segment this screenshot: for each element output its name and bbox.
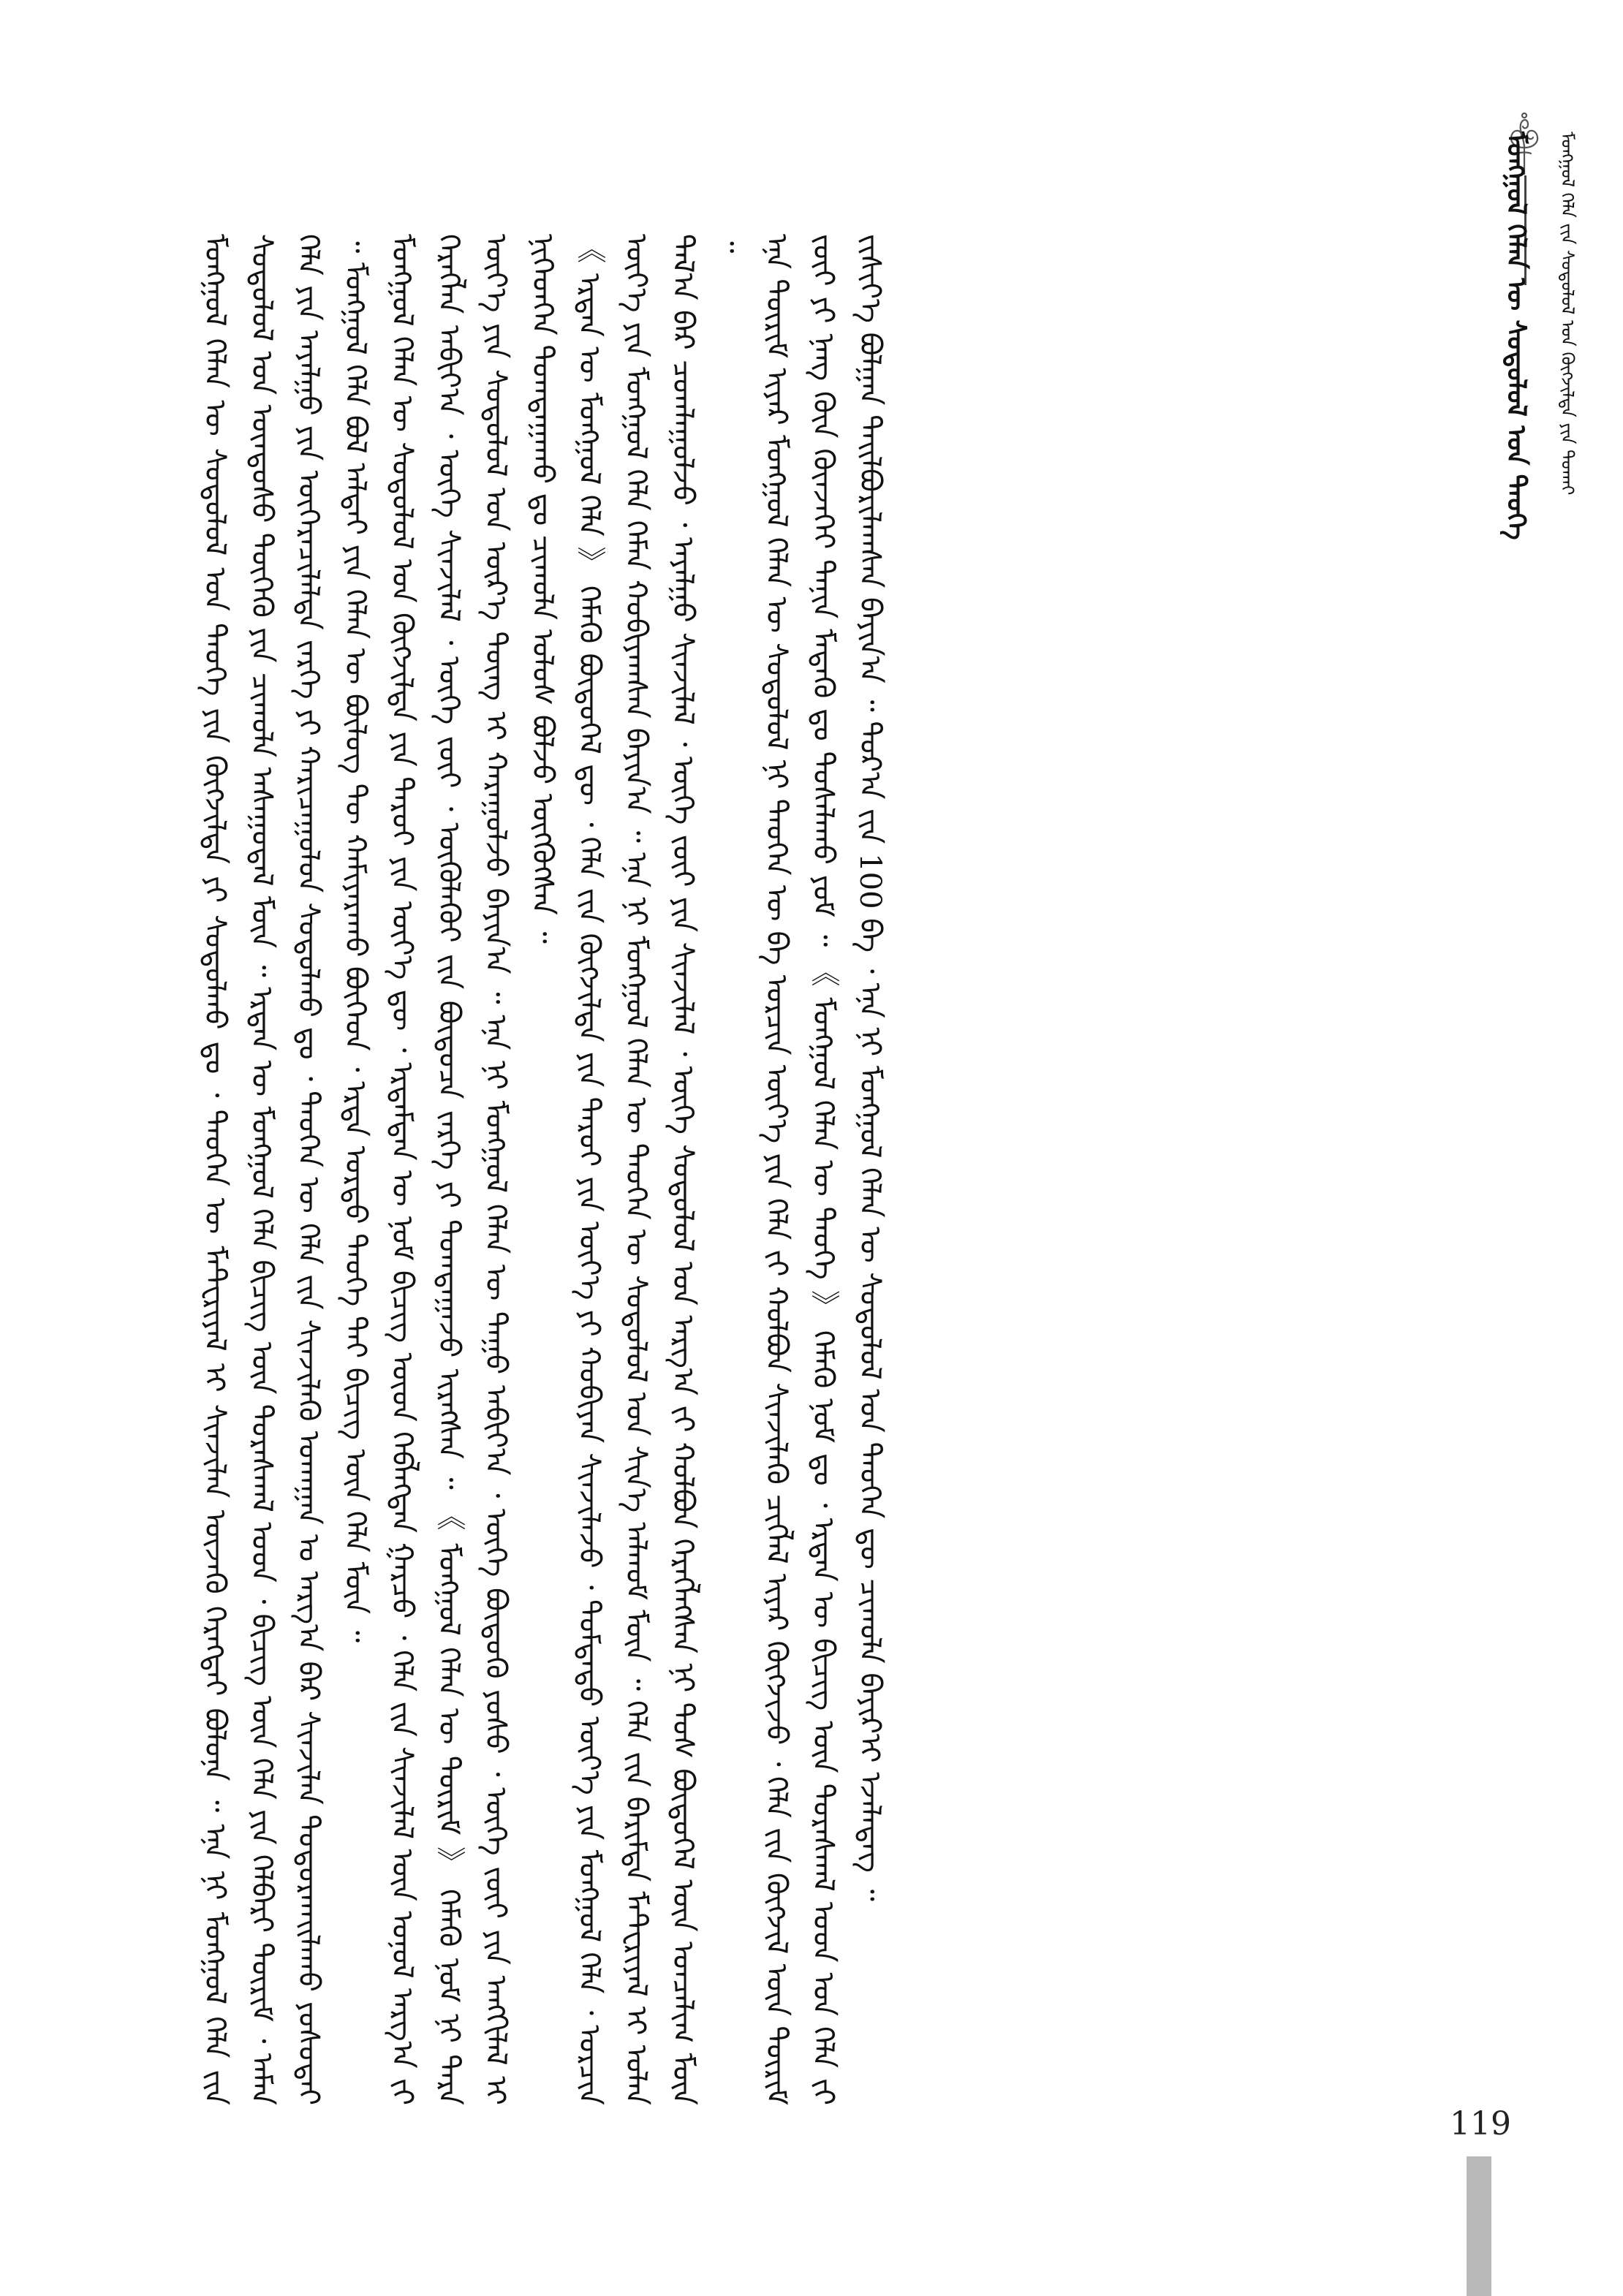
body-paragraph-4: ᠡᠨᠡ ᠳᠦᠷᠢᠮ ᠢᠶᠡᠷ ᠮᠣᠩᠭᠣᠯ ᠬᠡᠯᠡᠨ ᠦ ᠰᠤᠳᠤᠯᠤᠯ ᠨᠢ ᠲᠡᠦᠬᠡᠨ ᠦ ᠪᠠ ᠣᠷᠴᠢᠨ ᠦᠶ᠎ᠡ ᠶᠢᠨ ᠬᠡᠯᠡ ᠵᠢ ᠬᠣᠯᠪᠣᠨ ᠰᠢᠨᠵᠢᠯᠡᠬᠦ ᠴᠢᠭᠯᠡᠯ ᠢᠶᠡᠷ ᠬᠥᠭᠵᠢᠵᠦ ᠂ ᠬᠡᠯᠡ ᠵᠢᠨ ᠬᠥᠭᠵᠢᠯ ᠦᠨ ᠳᠦᠷᠢᠮ ᠵᠦᠢ ᠶᠢ ᠨᠡᠩ ᠭᠦᠨ ᠭᠦᠨᠵᠡᠭᠡᠢ ᠲᠠᠨᠢᠨ ᠮᠡᠳᠡᠬᠦ ᠳᠤ ᠲᠤᠰᠠᠯᠠᠬᠤ ᠶᠤᠮ ᠃ 《 ᠮᠣᠩᠭᠣᠯ ᠬᠡᠯᠡᠨ ᠦ ᠲᠡᠦᠬᠡ 》 ᠬᠡᠮᠡᠬᠦ ᠨᠣᠮ ᠳᠤ ᠂ ᠡᠷᠲᠡᠨ ᠦ ᠪᠢᠴᠢᠭ ᠦᠨ ᠳᠤᠷᠠᠰᠬᠠᠯ ᠤᠳ ᠤᠨ ᠬᠡᠯᠡ ᠵᠢ ᠵᠢᠱᠢᠶ᠎ᠡ ᠪᠣᠯᠭᠠᠨ ᠲᠠᠢᠯᠪᠤᠷᠢᠯᠠᠭᠰᠠᠨ ᠪᠠᠶᠢᠨ᠎ᠠ ᠃ ᠳᠤᠷ᠎ᠠ ᠵᠢᠨ 100 ᠪᠠ ᠂ ᠡᠨᠡ ᠨᠢ ᠮᠣᠩᠭᠣᠯ ᠬᠡᠯᠡᠨ ᠦ ᠰᠤᠳᠤᠯᠤᠯ ᠤᠨ ᠲᠡᠦᠬᠡᠨ ᠳᠦ ᠴᠢᠬᠤᠯᠠ ᠪᠠᠶᠢᠷ᠎ᠢ ᠡᠵᠡᠯᠡᠳᠡᠭ ᠃ bbox=[760, 234, 887, 2105]
body-paragraph-2: ᠮᠣᠩᠭᠣᠯ ᠬᠡᠯᠡᠨ ᠦ ᠰᠤᠳᠤᠯᠤᠯ ᠤᠨ ᠬᠥᠭᠵᠢᠯᠲᠡ ᠶᠢᠨ ᠳᠠᠷᠤᠢ ᠶᠢᠨ ᠦᠶ᠎ᠡ ᠳᠦ ᠂ ᠡᠷᠳᠡᠮᠲᠡᠨ ᠦ ᠨᠣᠮ ᠪᠢᠴᠢᠭ ᠦᠳ ᠬᠡᠪᠯᠡᠭᠳᠡᠨ ᠭᠠᠷᠴᠤ ᠂ ᠬᠡᠯᠡ ᠵᠢᠨ ᠰᠢᠨᠵᠢᠯᠡᠯ ᠦᠨ ᠣᠨᠣᠯ ᠠᠷᠭ᠎ᠠ ᠵᠢ ᠬᠡᠷᠡᠭᠯᠡᠨ ᠠᠪᠢᠶ᠎ᠠ ᠂ ᠦᠭᠡ ᠰᠢᠨᠵᠢᠯᠡᠯ ᠂ ᠦᠭᠡ ᠵᠦᠢ ᠂ ᠦᠭᠦᠯᠡᠬᠦᠢ ᠵᠢᠨ ᠪᠦᠲᠦᠴᠡ ᠵᠡᠷᠭᠡ ᠶᠢ ᠲᠣᠭᠲᠠᠭᠠᠵᠤ ᠢᠷᠡᠭᠰᠡᠨ ᠃ 《 ᠮᠣᠩᠭᠣᠯ ᠬᠡᠯᠡᠨ ᠦ ᠳᠦᠷᠢᠮ 》 ᠬᠡᠮᠡᠬᠦ ᠨᠣᠮ ᠨᠢ ᠲᠡᠷᠡ ᠦᠶ᠎ᠡ ᠶᠢᠨ ᠰᠤᠳᠤᠯᠤᠯ ᠤᠨ ᠦᠷ᠎ᠡ ᠳᠦᠩ ᠢ ᠬᠠᠷᠠᠭᠤᠯᠵᠤ ᠪᠠᠶᠢᠨ᠎ᠠ ᠃ ᠡᠨᠡ ᠨᠢ ᠮᠣᠩᠭᠣᠯ ᠬᠡᠯᠡᠨ ᠦ ᠳᠠᠭᠤ ᠠᠪᠢᠶ᠎ᠠ ᠂ ᠦᠭᠡ ᠪᠦᠲᠦᠬᠦ ᠶᠣᠰᠣ ᠂ ᠦᠭᠡ ᠵᠦᠢ ᠶᠢᠨ ᠠᠩᠭᠢᠯᠠᠯ ᠢ ᠨᠢᠭᠡᠳᠬᠡᠨ ᠲᠣᠭᠲᠠᠭᠠᠬᠤ ᠳᠤ ᠴᠢᠬᠤᠯᠠ ᠤᠯᠤᠰ ᠪᠣᠯᠵᠤ ᠥᠭᠬᠦᠭᠰᠡᠨ ᠃ bbox=[385, 234, 559, 2105]
header-subtitle: ᠮᠣᠩᠭᠣᠯ ᠬᠡᠯᠡ ᠵᠢᠨ ᠰᠤᠳᠤᠯᠤᠯ ᠤᠨ ᠬᠥᠭᠵᠢᠯᠲᠡ ᠶᠢᠨ ᠲᠤᠬᠠᠢ bbox=[1557, 132, 1578, 496]
page-number: 119 bbox=[1450, 2105, 1511, 2142]
running-header bbox=[1493, 132, 1578, 950]
body-paragraph-3: 《 ᠡᠷᠲᠡᠨ ᠦ ᠮᠣᠩᠭᠣᠯ ᠬᠡᠯᠡ 》 ᠬᠡᠮᠡᠬᠦ ᠪᠦᠲᠦᠭᠡᠯ ᠳᠦ ᠂ ᠬᠡᠯᠡ ᠵᠢᠨ ᠬᠥᠭᠵᠢᠯᠲᠡ ᠶᠢᠨ ᠳᠠᠷᠤᠢ ᠶᠢᠨ ᠦᠶ᠎ᠡ ᠶᠢ ᠬᠤᠪᠢᠶᠠᠨ ᠰᠢᠨᠵᠢᠯᠡᠵᠦ ᠂ ᠳᠤᠮᠳᠠᠳᠤ ᠦᠶ᠎ᠡ ᠶᠢᠨ ᠮᠣᠩᠭᠣᠯ ᠬᠡᠯᠡ ᠂ ᠣᠷᠴᠢᠨ ᠦᠶ᠎ᠡ ᠶᠢᠨ ᠮᠣᠩᠭᠣᠯ ᠬᠡᠯᠡ ᠬᠡᠮᠡᠨ ᠬᠤᠪᠢᠶᠠᠭᠰᠠᠨ ᠪᠠᠶᠢᠨ᠎ᠠ ᠃ ᠡᠨᠡ ᠨᠢ ᠮᠣᠩᠭᠣᠯ ᠬᠡᠯᠡᠨ ᠦ ᠲᠡᠦᠬᠡᠨ ᠦ ᠰᠤᠳᠤᠯᠤᠯ ᠤᠨ ᠰᠢᠨ᠎ᠡ ᠠᠯᠬᠤᠮ ᠮᠥᠨ ᠃ ᠬᠡᠯᠡ ᠵᠢᠨ ᠪᠠᠷᠢᠮᠲᠠ ᠮᠠᠲ᠋ᠧᠷᠢᠶᠠᠯ ᠢ ᠣᠯᠠᠨ ᠲᠠᠯ᠎ᠠ ᠪᠠᠷ ᠴᠤᠭᠯᠠᠭᠤᠯᠵᠤ ᠂ ᠠᠶᠠᠯᠭᠤ ᠰᠢᠨᠵᠢᠯᠡᠯ ᠂ ᠦᠭᠡ ᠵᠦᠢ ᠶᠢᠨ ᠰᠢᠨᠵᠢᠯᠡᠯ ᠂ ᠦᠭᠡ ᠰᠤᠳᠤᠯᠤᠯ ᠤᠨ ᠠᠷᠭ᠎ᠠ ᠵᠢ ᠬᠣᠯᠪᠣᠨ ᠬᠡᠷᠡᠭᠯᠡᠭᠰᠡᠨ ᠨᠢ ᠲᠤᠰ ᠪᠦᠲᠦᠭᠡᠯ ᠦᠨ ᠣᠨᠴᠠᠯᠢᠭ ᠮᠥᠨ ᠃ bbox=[572, 234, 746, 2105]
page-edge-bar bbox=[1467, 2156, 1491, 2296]
body-text bbox=[192, 234, 1427, 2105]
body-paragraph-1: ᠮᠣᠩᠭᠣᠯ ᠬᠡᠯᠡᠨ ᠦ ᠰᠤᠳᠤᠯᠤᠯ ᠤᠨ ᠲᠡᠦᠬᠡ ᠶᠢᠨ ᠬᠥᠭᠵᠢᠯᠲᠡ ᠶᠢ ᠰᠤᠳᠤᠯᠬᠤ ᠳᠤ ᠂ ᠲᠡᠦᠬᠡᠨ ᠦ ᠮᠠᠲ᠋ᠧᠷᠢᠶᠠᠯ ᠢ ᠰᠢᠨᠵᠢᠯᠡᠨ ᠦᠵᠡᠬᠦ ᠬᠡᠷᠡᠭᠲᠡᠢ ᠪᠣᠯᠤᠨᠠ ᠃ ᠡᠨᠡ ᠨᠢ ᠮᠣᠩᠭᠣᠯ ᠬᠡᠯᠡ ᠵᠢᠨ ᠰᠤᠳᠤᠯᠤᠯ ᠤᠨ ᠦᠨᠳᠦᠰᠦ ᠲᠥᠭᠡᠬᠦ ᠶᠢᠨ ᠴᠢᠬᠤᠯᠠ ᠠᠰᠠᠭᠤᠳᠠᠯ ᠮᠥᠨ ᠃ ᠡᠷᠲᠡᠨ ᠦ ᠮᠣᠩᠭᠣᠯ ᠬᠡᠯᠡ ᠪᠢᠴᠢᠭ ᠦᠨ ᠳᠤᠷᠠᠰᠬᠠᠯ ᠤᠳ ᠂ ᠪᠢᠴᠢᠭ ᠦᠨ ᠬᠡᠯᠡ ᠶᠢᠨ ᠬᠡᠯᠪᠡᠷᠢ ᠳᠦᠷᠢᠮ ᠂ ᠠᠮᠠᠨ ᠬᠡᠯᠡ ᠶᠢᠨ ᠠᠶᠠᠯᠭᠤ ᠶᠢᠨ ᠥᠭᠡᠷᠡᠴᠢᠯᠡᠯᠲᠡ ᠵᠡᠷᠭᠡ ᠶᠢ ᠬᠠᠷᠢᠴᠠᠭᠤᠯᠤᠨ ᠰᠤᠳᠤᠯᠬᠤ ᠳᠤ ᠂ ᠲᠡᠦᠬᠡᠨ ᠦ ᠬᠡᠯᠡ ᠵᠢᠨ ᠰᠢᠨᠵᠢᠯᠡᠬᠦ ᠤᠬᠠᠭᠠᠨ ᠤ ᠠᠷᠭ᠎ᠠ ᠪᠠᠷ ᠰᠢᠨᠵᠢᠯᠡᠨ ᠲᠣᠳᠣᠷᠬᠠᠢᠯᠠᠬᠤ ᠶᠣᠰᠣᠲᠠᠢ ᠃ ᠮᠣᠩᠭᠣᠯ ᠬᠡᠯᠡ ᠪᠣᠯ ᠠᠯᠲᠠᠢ ᠶᠢᠨ ᠬᠡᠯᠡᠨ ᠦ ᠪᠦᠯᠦᠭ ᠲᠦ ᠬᠠᠮᠢᠶᠠᠷᠠᠬᠤ ᠪᠥᠭᠡᠳ ᠂ ᠡᠷᠲᠡ ᠤᠷᠲᠤ ᠲᠡᠦᠬᠡ ᠲᠠᠢ ᠪᠢᠴᠢᠭ ᠦᠨ ᠬᠡᠯᠡ ᠮᠥᠨ ᠃ bbox=[198, 234, 372, 2105]
header-title: ᠮᠣᠩᠭᠣᠯ ᠬᠡᠯᠡᠨ ᠦ ᠰᠤᠳᠤᠯᠤᠯ ᠤᠨ ᠲᠡᠦᠬᠡ bbox=[1501, 132, 1531, 540]
